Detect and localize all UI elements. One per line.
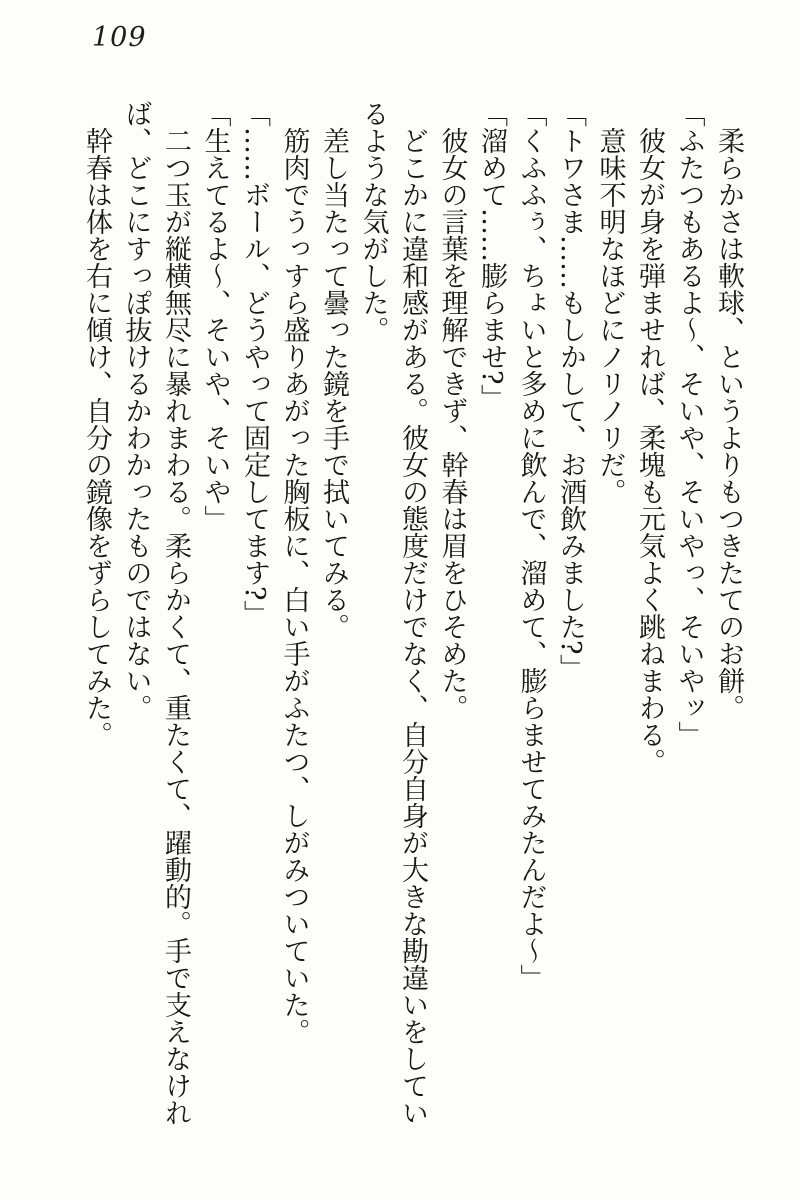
paragraph: どこかに違和感がある。彼女の態度だけでなく、自分自身が大きな勘違いをしているような気がした。: [357, 100, 428, 1126]
paragraph: 「……ボール、どうやって固定してます?」: [239, 100, 270, 628]
paragraph: 幹春は体を右に傾け、自分の鏡像をずらしてみた。: [81, 127, 112, 748]
paragraph: 筋肉でうっすら盛りあがった胸板に、白い手がふたつ、しがみついていた。: [278, 127, 310, 1045]
paragraph: 彼女が身を弾ませれば、柔塊も元気よく跳ねまわる。: [634, 127, 665, 775]
paragraph: 「ふたつもあるよ〜、そいや、そいやっ、そいやッ」: [673, 100, 705, 748]
text-block: [77, 100, 749, 1145]
paragraph: 彼女の言葉を理解できず、幹春は眉をひそめた。: [436, 127, 468, 721]
paragraph: 「溜めて……膨らませ?」: [476, 100, 507, 412]
page-number: 109: [92, 22, 147, 53]
paragraph: 柔らかさは軟球、というよりもつきたてのお餅。: [713, 127, 744, 721]
paragraph: 「生えてるよ〜、そいや、そいや」: [199, 100, 231, 532]
paragraph: 「トワさま……もしかして、お酒飲みました?」: [555, 100, 586, 682]
paragraph: 差し当たって曇った鏡を手で拭いてみる。: [318, 127, 349, 640]
paragraph: 意味不明なほどにノリノリだ。: [594, 127, 626, 505]
paragraph: 「くふふぅ、ちょいと多めに飲んで、溜めて、膨らませてみたんだよ〜」: [515, 100, 547, 991]
paragraph: 二つ玉が縦横無尽に暴れまわる。柔らかくて、重たくて、躍動的。手で支えなければ、どこにすっぽ抜けるかわかったものではない。: [120, 100, 191, 1126]
